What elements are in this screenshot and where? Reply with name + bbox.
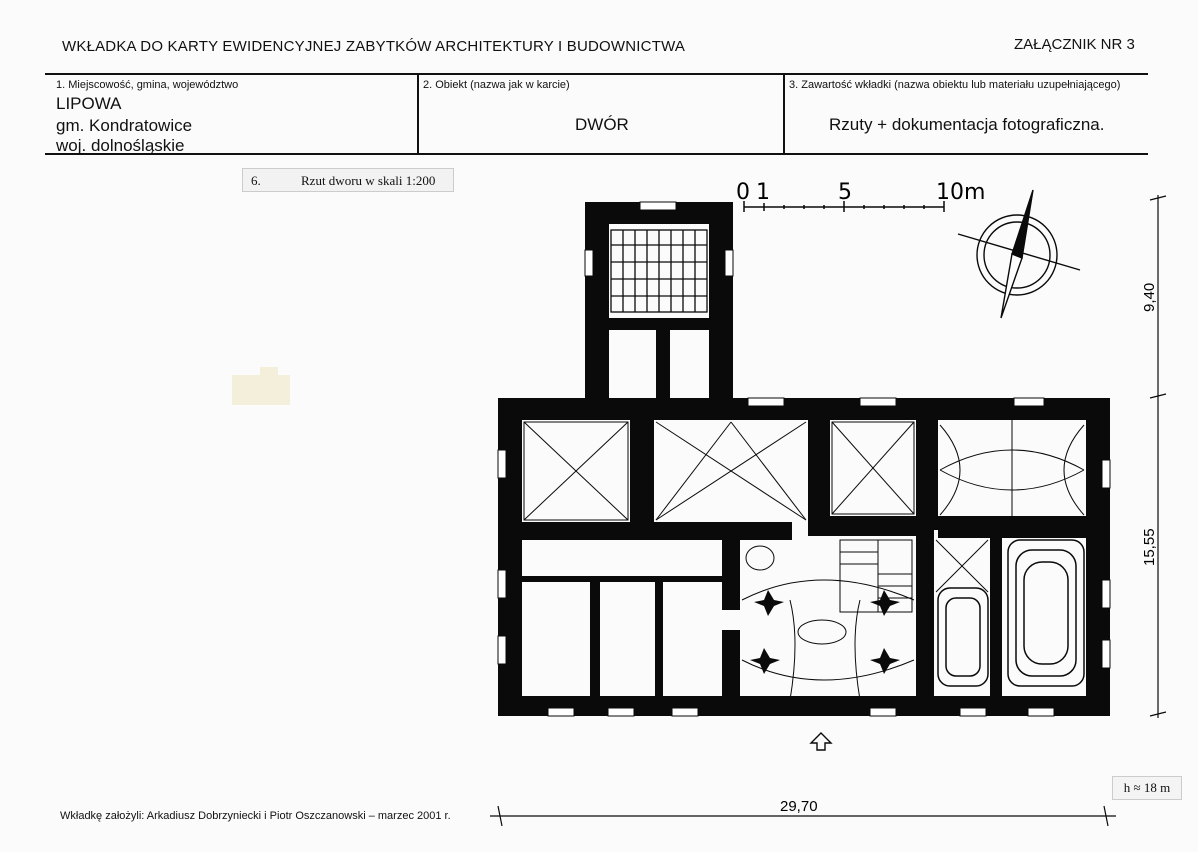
dimension-tower: 9,40 xyxy=(1141,282,1158,312)
dimension-width: 29,70 xyxy=(780,798,818,815)
content-value: Rzuty + dokumentacja fotograficzna. xyxy=(829,115,1105,134)
dimension-body: 15,55 xyxy=(1141,528,1158,566)
hall-vault xyxy=(742,546,914,700)
item-number: 6. xyxy=(251,173,261,188)
height-note: h ≈ 18 m xyxy=(1112,776,1182,800)
authors-note: Wkładkę założyli: Arkadiusz Dobrzyniecki i Piotr Oszczanowski – marzec 2001 r. xyxy=(60,810,451,822)
stucco-panels xyxy=(938,540,1084,686)
scale-label: 5 xyxy=(838,180,852,205)
voivodeship: woj. dolnośląskie xyxy=(56,136,185,155)
plan-caption: Rzut dworu w skali 1:200 xyxy=(301,173,436,188)
locality-label: 1. Miejscowość, gmina, województwo xyxy=(56,79,239,91)
content-label: 3. Zawartość wkładki (nazwa obiektu lub materiału uzupełniającego) xyxy=(789,79,1121,91)
municipality: gm. Kondratowice xyxy=(56,116,193,135)
scale-label: 0 xyxy=(736,180,750,205)
form-title: WKŁADKA DO KARTY EWIDENCYJNEJ ZABYTKÓW ARCHITEKTURY I BUDOWNICTWA xyxy=(62,38,686,55)
compass-rose-icon xyxy=(958,190,1080,318)
object-value: DWÓR xyxy=(575,115,629,134)
object-label: 2. Obiekt (nazwa jak w karcie) xyxy=(423,79,570,91)
locality-name: LIPOWA xyxy=(56,94,122,113)
tower-stair xyxy=(611,230,707,312)
scale-label: 10m xyxy=(936,180,986,205)
annex-number: ZAŁĄCZNIK NR 3 xyxy=(1014,36,1135,53)
entrance-arrow-icon xyxy=(811,733,831,750)
scale-label: 1 xyxy=(756,180,770,205)
